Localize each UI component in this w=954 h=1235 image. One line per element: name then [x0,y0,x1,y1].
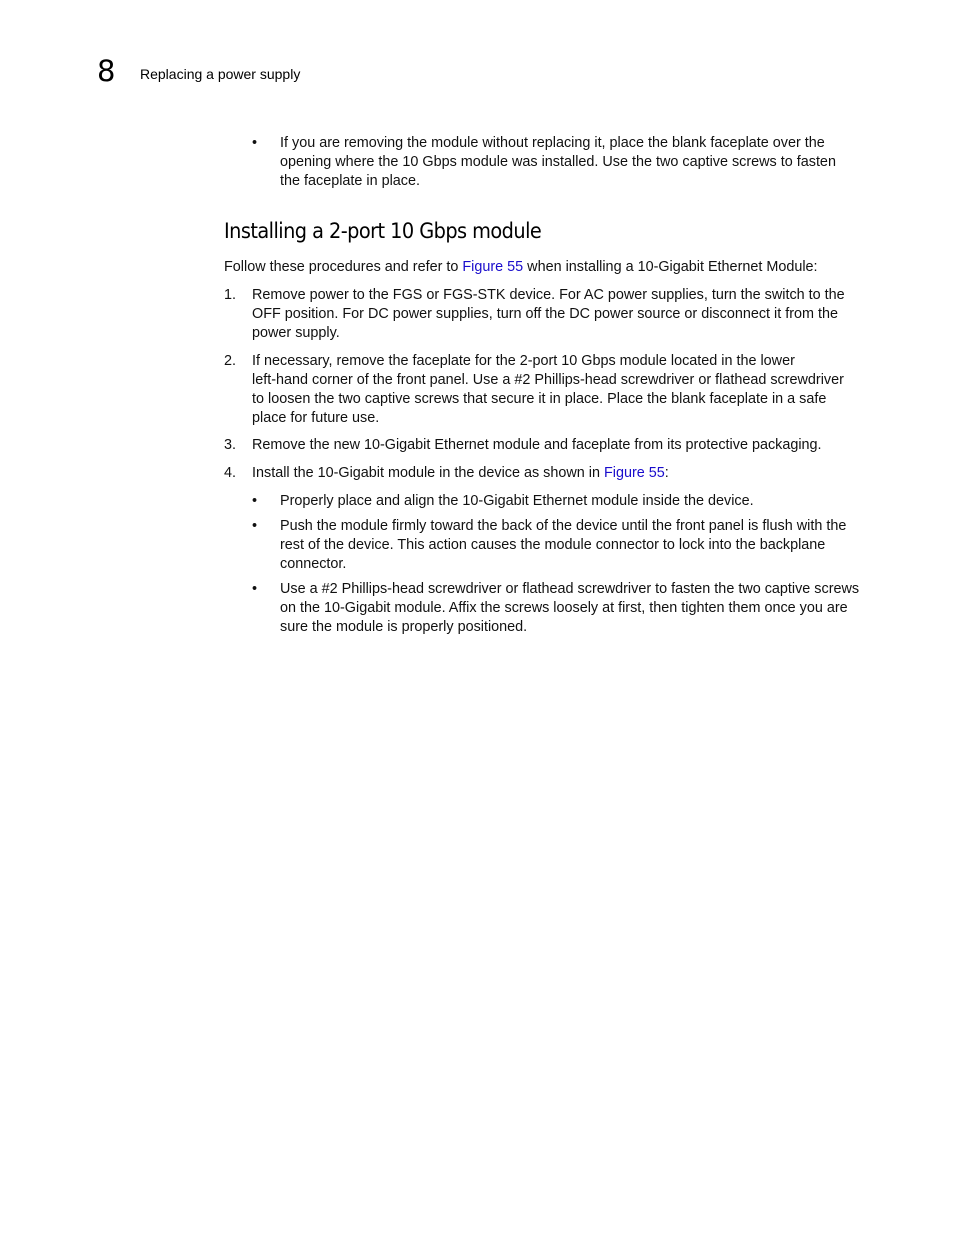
step-4-bullet-list [252,492,872,637]
bullet-line: connector. [280,556,347,572]
bullet-line: rest of the device. This action causes the module connector to lock into the backplane [280,537,826,553]
step-line: Remove the new 10-Gigabit Ethernet module and faceplate from its protective packaging. [252,437,822,453]
bullet-line: on the 10-Gigabit module. Affix the screws loosely at first, then tighten them once you are [280,600,848,616]
bullet-line: opening where the 10 Gbps module was installed. Use the two captive screws to fasten [280,154,836,170]
step-1 [224,286,872,343]
list-item [252,580,872,637]
figure-55-link[interactable]: Figure 55 [462,259,524,275]
step-2 [224,352,872,428]
step-number: 2. [224,353,237,369]
chapter-number: 8 [97,54,116,88]
intro-paragraph [224,258,874,277]
step-number: 1. [224,287,237,303]
bullet-marker: • [252,493,258,509]
step-line: left-hand corner of the front panel. Use a #2 Phillips-head screwdriver or flathead screwdriver [252,372,844,388]
bullet-marker: • [252,135,258,151]
bullet-line: Push the module firmly toward the back of the device until the front panel is flush with the [280,518,847,534]
bullet-marker: • [252,518,258,534]
step-3 [224,436,872,455]
intro-text-end: when installing a 10-Gigabit Ethernet Module: [523,259,818,275]
list-item [252,517,872,574]
step-4-text-end: : [664,465,669,481]
bullet-line: sure the module is properly positioned. [280,619,528,635]
step-line: Remove power to the FGS or FGS-STK device. For AC power supplies, turn the switch to the [252,287,845,303]
top-bullet-list [252,134,872,191]
bullet-line: Properly place and align the 10-Gigabit Ethernet module inside the device. [280,493,754,509]
step-line: OFF position. For DC power supplies, turn off the DC power source or disconnect it from the [252,306,838,322]
step-line: power supply. [252,325,340,341]
bullet-line: Use a #2 Phillips-head screwdriver or flathead screwdriver to fasten the two captive screws [280,581,860,597]
bullet-line: If you are removing the module without replacing it, place the blank faceplate over the [280,135,825,151]
step-4 [224,464,872,483]
step-line [252,464,872,483]
step-number: 4. [224,465,237,481]
step-line: to loosen the two captive screws that secure it in place. Place the blank faceplate in a safe [252,391,827,407]
list-item [252,134,872,191]
list-item [252,492,872,511]
bullet-line: the faceplate in place. [280,173,421,189]
intro-text: Follow these procedures and refer to [224,259,463,275]
step-line: If necessary, remove the faceplate for the 2-port 10 Gbps module located in the lower [252,353,795,369]
step-number: 3. [224,437,237,453]
section-heading: Installing a 2-port 10 Gbps module [224,219,542,243]
running-title: Replacing a power supply [140,66,301,82]
step-4-text: Install the 10-Gigabit module in the device as shown in [252,465,604,481]
step-line: place for future use. [252,410,380,426]
bullet-marker: • [252,581,258,597]
figure-55-link[interactable]: Figure 55 [603,465,665,481]
